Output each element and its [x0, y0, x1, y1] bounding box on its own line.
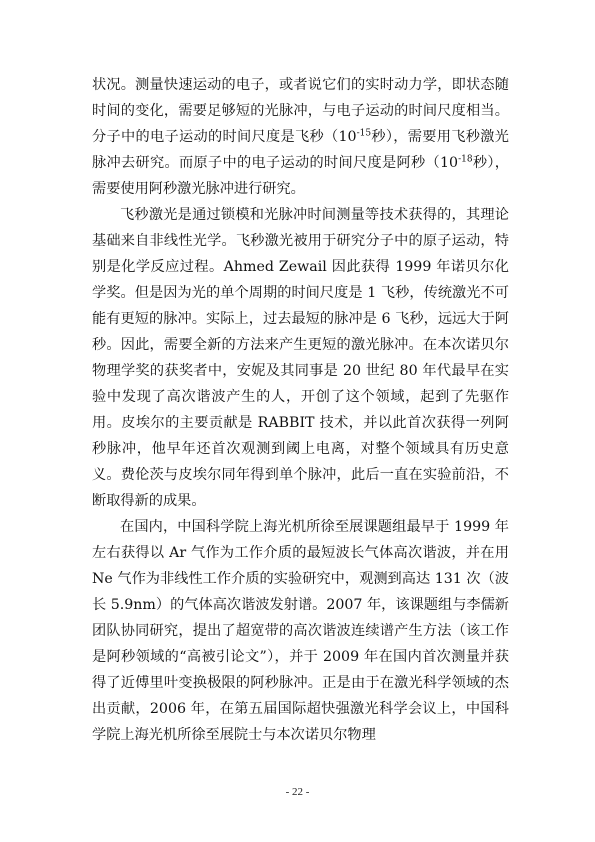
exponent-femto: -15: [356, 128, 372, 139]
paragraph-3: 在国内，中国科学院上海光机所徐至展课题组最早于 1999 年左右获得以 Ar 气作为工作介质的最短波长气体高次谐波，并在用 Ne 气作为非线性工作介质的实验研究中，观测到高达 131 次（波长 5.9nm）的气体高次谐波发射谱。2007 年，该课题组与李儒新团队协同研究，提出了超宽带的高次谐波连续谱产生方法（该工作是阿秒领域的“高被引论文”），并于 2009 年在国内首次测量并获得了近傅里叶变换极限的阿秒脉冲。正是由于在激光科学领域的杰出贡献，2006 年，在第五届国际超快强激光科学会议上，中国科学院上海光机所徐至展院士与本次诺贝尔物理: [92, 519, 509, 743]
paragraph-1-part-a: 状况。测量快速运动的电子，或者说它们的实时动力学，即状态随时间的变化，需要足够短的光脉冲，与电子运动的时间尺度相当。分子中的电子运动的时间尺度是飞秒（10: [92, 77, 509, 145]
paragraph-2: 飞秒激光是通过锁模和光脉冲时间测量等技术获得的，其理论基础来自非线性光学。飞秒激光被用于研究分子中的原子运动，特别是化学反应过程。Ahmed Zewail 因此获得 1999 年诺贝尔化学奖。但是因为光的单个周期的时间尺度是 1 飞秒，传统激光不可能有更短的脉冲。实际上，过去最短的脉冲是 6 飞秒，远远大于阿秒。因此，需要全新的方法来产生更短的激光脉冲。在本次诺贝尔物理学奖的获奖者中，安妮及其同事是 20 世纪 80 年代最早在实验中发现了高次谐波产生的人，开创了这个领域，起到了先驱作用。皮埃尔的主要贡献是 RABBIT 技术，并以此首次获得一列阿秒脉冲，他早年还首次观测到阈上电离，对整个领域具有历史意义。费伦茨与皮埃尔同年得到单个脉冲，此后一直在实验前沿，不断取得新的成果。: [92, 207, 509, 509]
paragraph-1: [92, 72, 509, 202]
page-number: - 22 -: [285, 786, 310, 798]
body-text: [92, 72, 509, 748]
exponent-atto: -18: [458, 154, 473, 165]
paragraph-1-part-b: 秒），需要用飞秒激光脉冲去研究。而原子中的电子运动的时间尺度是阿秒（10: [92, 129, 509, 171]
paragraph-1-part-c: 秒），需要使用阿秒激光脉冲进行研究。: [92, 155, 509, 197]
